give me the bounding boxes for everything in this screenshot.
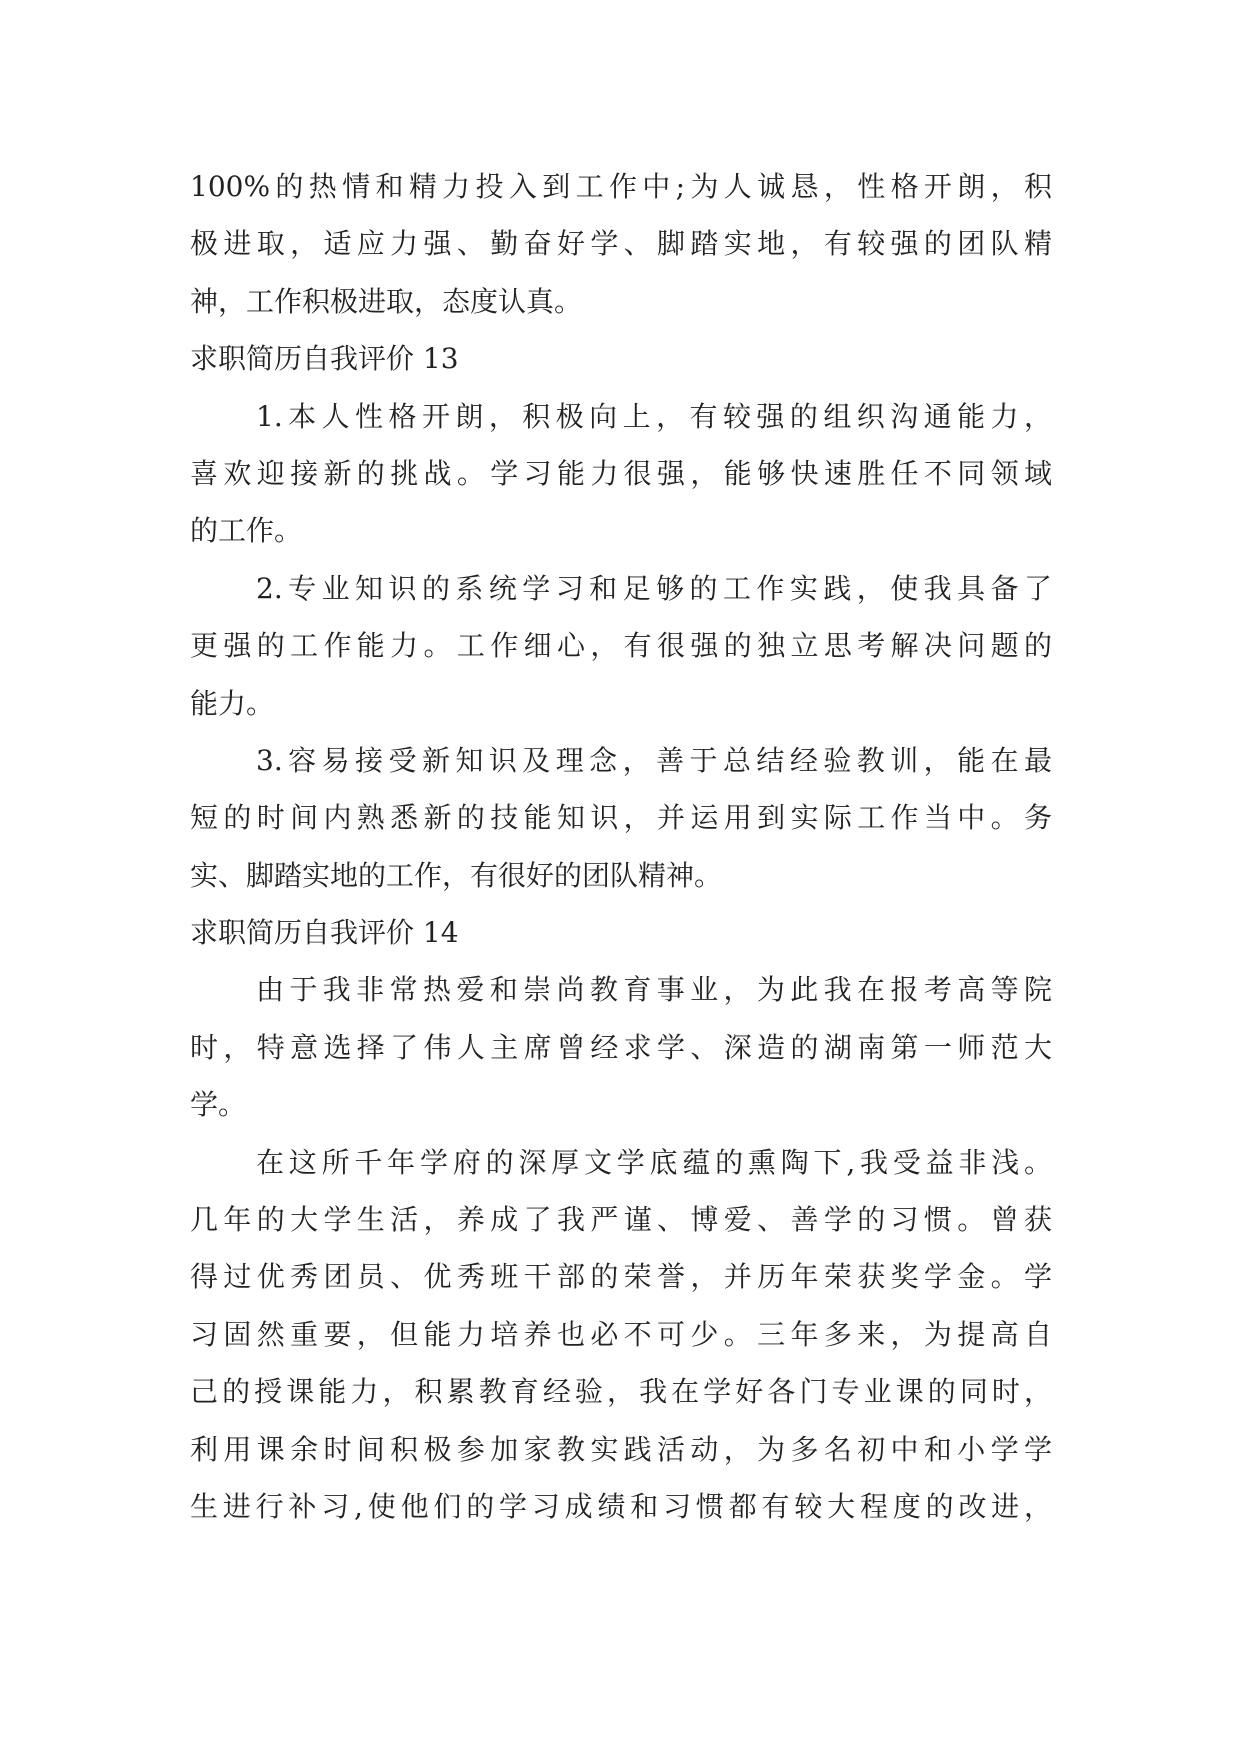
paragraph-line: 喜欢迎接新的挑战。学习能力很强，能够快速胜任不同领域	[190, 456, 1052, 490]
paragraph-line: 100%的热情和精力投入到工作中;为人诚恳，性格开朗，积	[190, 170, 1052, 203]
paragraph-line: 得过优秀团员、优秀班干部的荣誉，并历年荣获奖学金。学	[190, 1260, 1052, 1294]
paragraph-line: 短的时间内熟悉新的技能知识，并运用到实际工作当中。务	[190, 801, 1052, 835]
paragraph-line: 1.本人性格开朗，积极向上，有较强的组织沟通能力，	[256, 399, 1052, 433]
paragraph-line: 2.专业知识的系统学习和足够的工作实践，使我具备了	[256, 571, 1052, 605]
paragraph-line: 实、脚踏实地的工作，有很好的团队精神。	[190, 858, 723, 892]
section-heading: 求职简历自我评价 14	[190, 916, 459, 950]
paragraph-line: 能力。	[190, 686, 275, 720]
paragraph-line: 利用课余时间积极参加家教实践活动，为多名初中和小学学	[190, 1432, 1052, 1466]
paragraph-line: 时，特意选择了伟人主席曾经求学、深造的湖南第一师范大	[190, 1030, 1052, 1064]
paragraph-line: 神，工作积极进取，态度认真。	[190, 284, 583, 318]
paragraph-line: 生进行补习,使他们的学习成绩和习惯都有较大程度的改进，	[190, 1489, 1052, 1523]
paragraph-line: 更强的工作能力。工作细心，有很强的独立思考解决问题的	[190, 629, 1052, 663]
paragraph-line: 3.容易接受新知识及理念，善于总结经验教训，能在最	[256, 743, 1052, 777]
paragraph-line: 极进取，适应力强、勤奋好学、脚踏实地，有较强的团队精	[190, 227, 1052, 261]
document-body	[190, 158, 1052, 1535]
paragraph-line: 学。	[190, 1088, 247, 1122]
paragraph-line: 在这所千年学府的深厚文学底蕴的熏陶下,我受益非浅。	[256, 1145, 1052, 1179]
paragraph-line: 己的授课能力，积累教育经验，我在学好各门专业课的同时，	[190, 1375, 1052, 1409]
paragraph-line: 几年的大学生活，养成了我严谨、博爱、善学的习惯。曾获	[190, 1203, 1052, 1237]
section-heading: 求职简历自我评价 13	[190, 342, 459, 376]
paragraph-line: 的工作。	[190, 514, 303, 548]
paragraph-line: 习固然重要，但能力培养也必不可少。三年多来，为提高自	[190, 1317, 1052, 1351]
paragraph-line: 由于我非常热爱和崇尚教育事业，为此我在报考高等院	[256, 973, 1052, 1007]
